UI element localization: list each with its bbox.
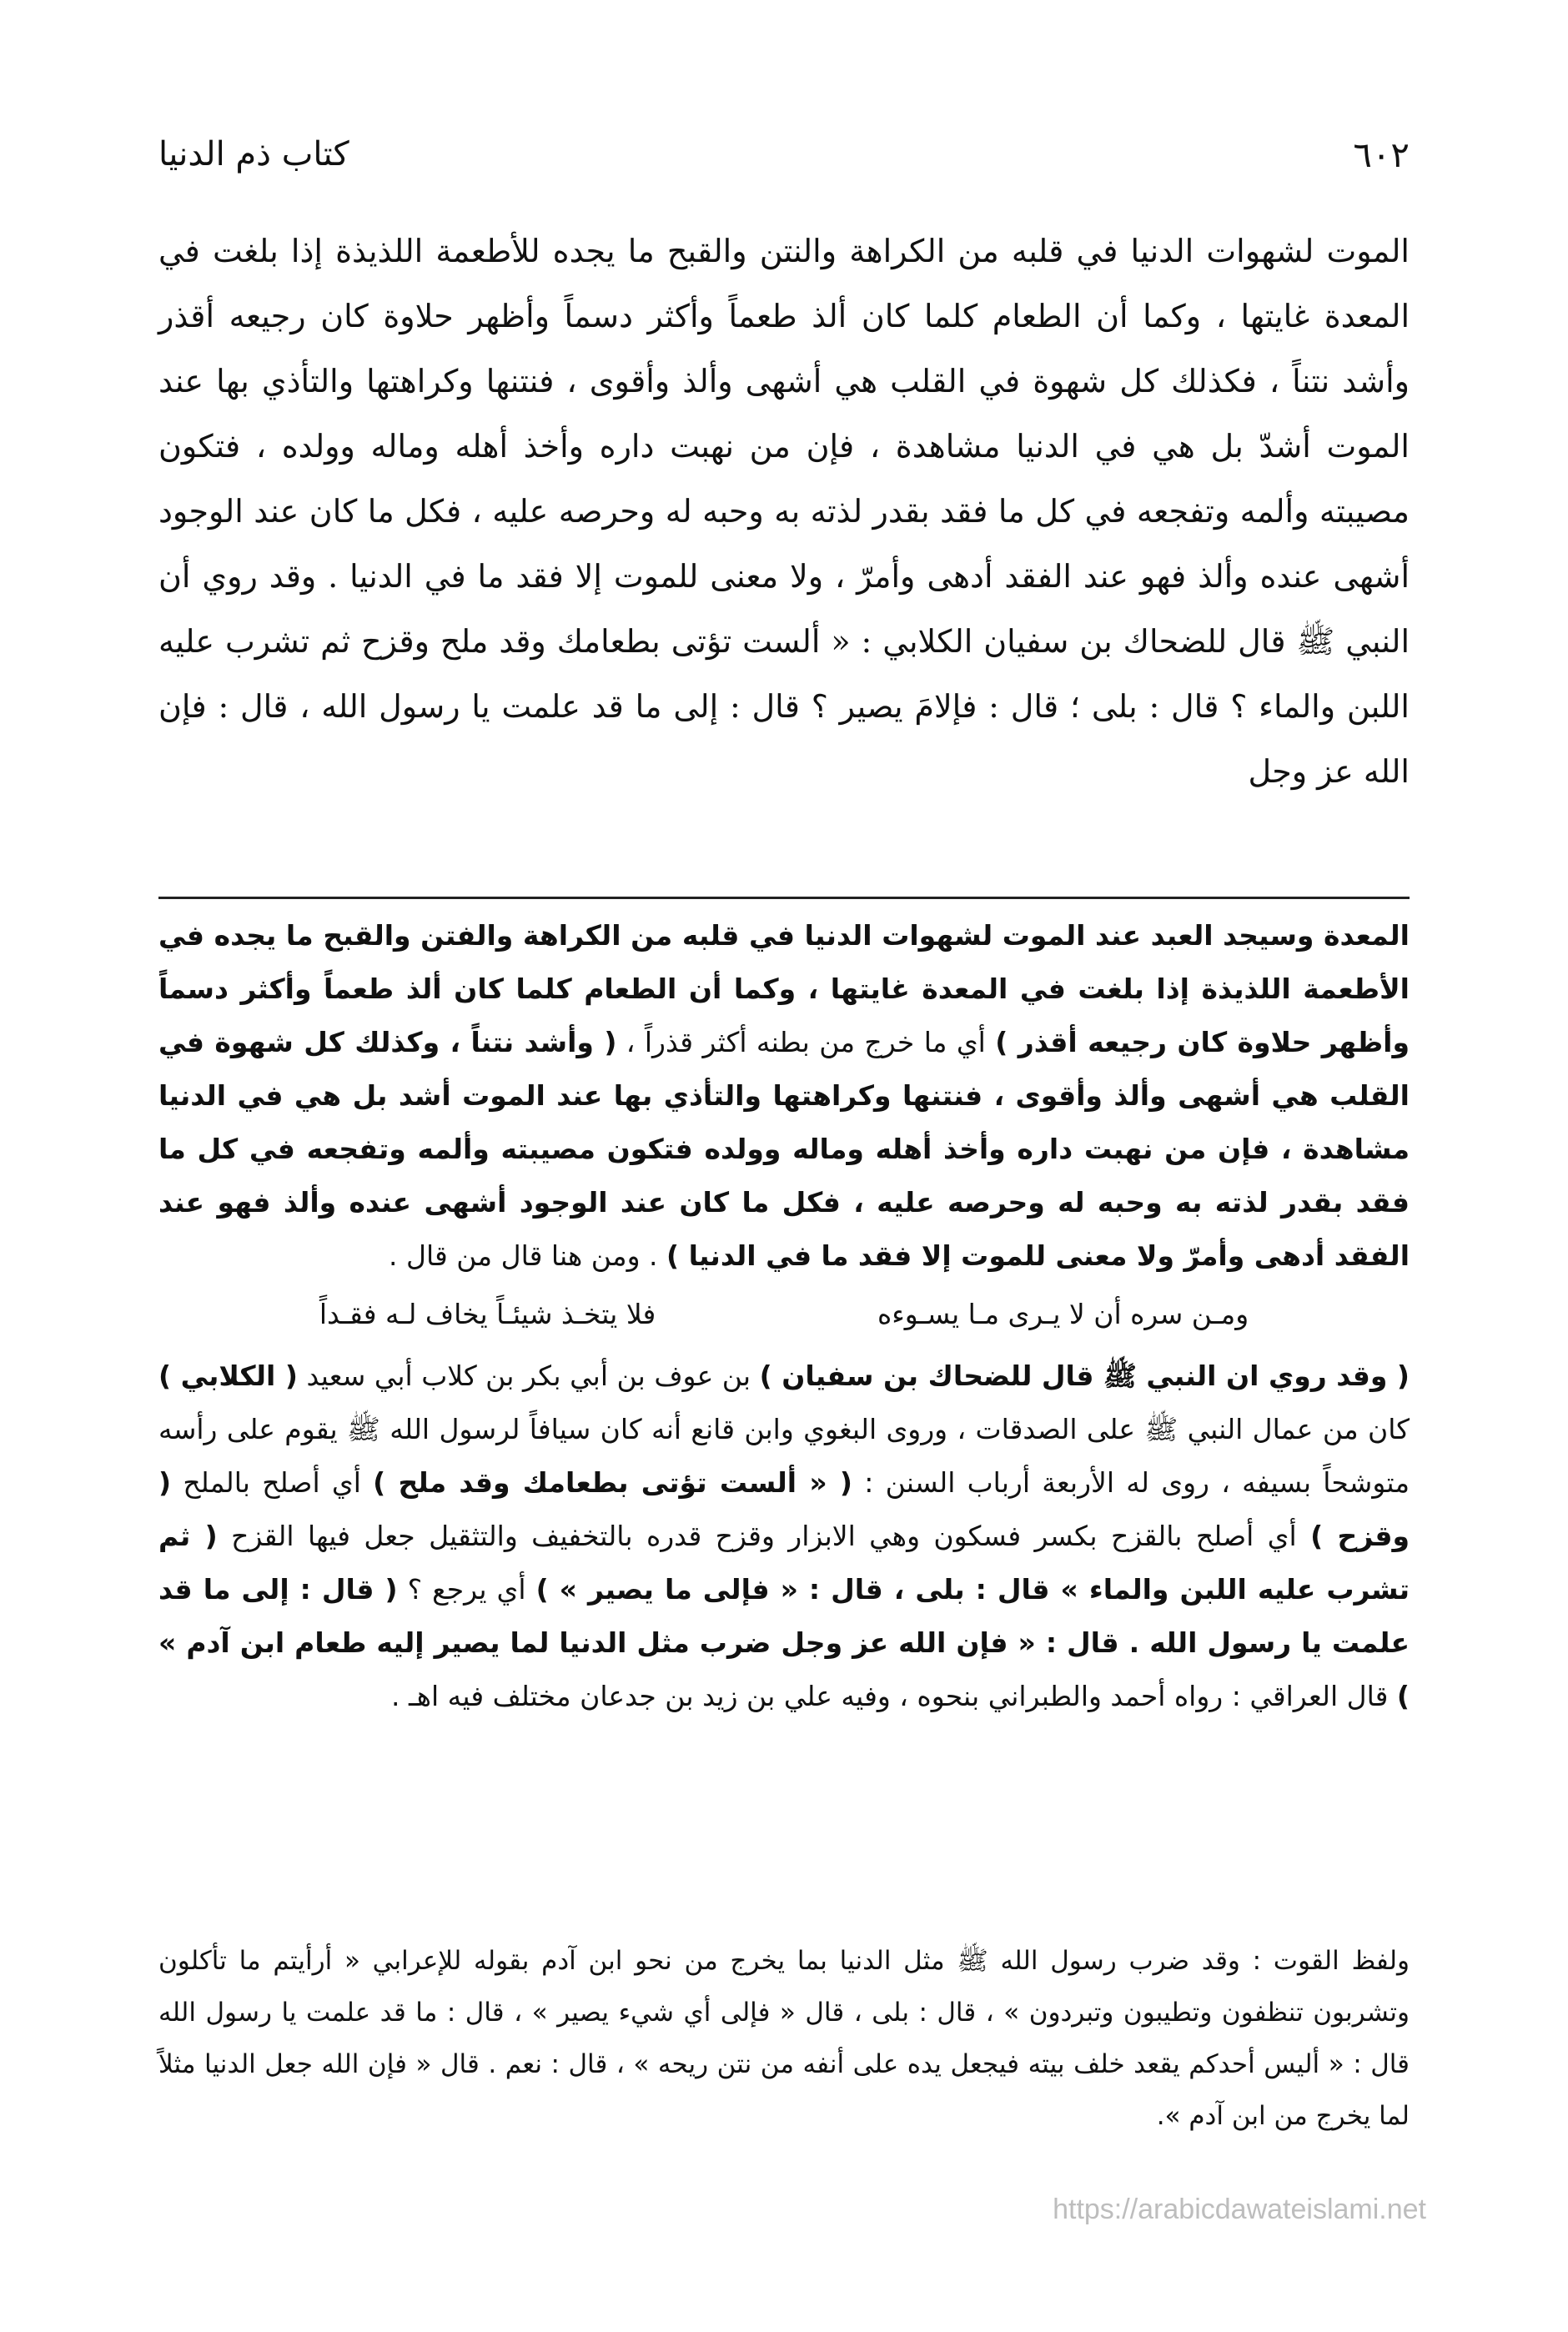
commentary-gloss: أي أصلح بالملح bbox=[171, 1466, 374, 1499]
commentary-gloss: أي ما خرج من بطنه أكثر قذراً ، bbox=[616, 1026, 996, 1058]
commentary-gloss: قال العراقي : رواه أحمد والطبراني بنحوه ، وفيه علي بن زيد بن جدعان مختلف فيه اهـ . bbox=[390, 1680, 1397, 1712]
commentary bbox=[158, 909, 1410, 1723]
verse-first-hemistich: ومـن سره أن لا يـرى مـا يسـوءه bbox=[877, 1298, 1249, 1330]
commentary-gloss: كان من عمال النبي ﷺ على الصدقات ، وروى البغوي وابن قانع أنه كان سيافاً لرسول الله ﷺ يقوم على رأسه متوشحاً بسيفه ، روى له الأربعة أرباب السنن : bbox=[158, 1413, 1410, 1499]
page-number: ٦٠٢ bbox=[1353, 133, 1410, 175]
commentary-quote: ( وقزح ) bbox=[158, 1466, 1410, 1552]
commentary-quote: ( الكلابي ) bbox=[158, 1359, 298, 1392]
commentary-quote: ( « ألست تؤتى بطعامك وقد ملح ) bbox=[373, 1466, 852, 1499]
footnote bbox=[158, 1935, 1410, 2142]
book-title: كتاب ذم الدنيا bbox=[158, 135, 349, 173]
watermark-url: https://arabicdawateislami.net bbox=[1053, 2194, 1426, 2225]
commentary-quote: ( قال : إلى ما قد علمت يا رسول الله . قال : « فإن الله عز وجل ضرب مثل الدنيا لما يصير إليه طعام ابن آدم » ) bbox=[158, 1573, 1410, 1712]
main-text-paragraph: الموت لشهوات الدنيا في قلبه من الكراهة والنتن والقبح ما يجده للأطعمة اللذيذة إذا بلغت في المعدة غايتها ، وكما أن الطعام كلما كان ألذ طعماً وأكثر دسماً وأظهر حلاوة كان رجيعه أقذر وأشد نتناً ، فكذلك كل شهوة في القلب هي أشهى وألذ وأقوى ، فنتنها وكراهتها والتأذي بها عند الموت أشدّ بل هي في الدنيا مشاهدة ، فإن من نهبت داره وأخذ أهله وماله وولده ، فتكون مصيبته وألمه وتفجعه في كل ما فقد بقدر لذته به وحبه له وحرصه عليه ، فكل ما كان عند الوجود أشهى عنده وألذ فهو عند الفقد أدهى وأمرّ ، ولا معنى للموت إلا فقد ما في الدنيا . وقد روي أن النبي ﷺ قال للضحاك بن سفيان الكلابي : « ألست تؤتى بطعامك وقد ملح وقزح ثم تشرب عليه اللبن والماء ؟ قال : بلى ؛ قال : فإلامَ يصير ؟ قال : إلى ما قد علمت يا رسول الله ، قال : فإن الله عز وجل bbox=[158, 233, 1410, 790]
footnote-paragraph: ولفظ القوت : وقد ضرب رسول الله ﷺ مثل الدنيا بما يخرج من نحو ابن آدم بقوله للإعرابي « أرأيتم ما تأكلون وتشربون تنظفون وتطيبون وتبردون » ، قال : بلى ، قال « فإلى أي شيء يصير » ، قال : ما قد علمت يا رسول الله قال : « أليس أحدكم يقعد خلف بيته فيجعل يده على أنفه من نتن ريحه » ، قال : نعم . قال « فإن الله جعل الدنيا مثلاً لما يخرج من ابن آدم ». bbox=[158, 1946, 1410, 2131]
commentary-gloss: . ومن هنا قال من قال . bbox=[389, 1239, 666, 1272]
commentary-gloss: أي أصلح بالقزح بكسر فسكون وهي الابزار وقزح قدره بالتخفيف والتثقيل جعل فيها القزح bbox=[217, 1520, 1311, 1552]
poem-verse bbox=[158, 1288, 1410, 1341]
commentary-gloss: أي يرجع ؟ bbox=[397, 1573, 536, 1606]
main-text bbox=[158, 219, 1410, 804]
section-divider bbox=[158, 897, 1410, 899]
commentary-paragraph-1 bbox=[158, 909, 1410, 1283]
verse-second-hemistich: فلا يتخـذ شيئـاً يخاف لـه فقـداً bbox=[319, 1298, 656, 1330]
commentary-paragraph-2 bbox=[158, 1349, 1410, 1723]
page-header bbox=[158, 125, 1410, 183]
commentary-gloss: بن عوف بن أبي بكر بن كلاب أبي سعيد bbox=[297, 1359, 760, 1392]
commentary-quote: ( ثم تشرب عليه اللبن والماء » قال : بلى ، قال : « فإلى ما يصير » ) bbox=[158, 1520, 1410, 1606]
commentary-quote: ( وقد روي ان النبي ﷺ قال للضحاك بن سفيان ) bbox=[759, 1359, 1410, 1392]
commentary-quote: ( وأشد نتناً ، وكذلك كل شهوة في القلب هي أشهى وألذ وأقوى ، فنتنها وكراهتها والتأذي بها عند الموت أشد بل هي في الدنيا مشاهدة ، فإن من نهبت داره وأخذ أهله وماله وولده فتكون مصيبته وألمه وتفجعه في كل ما فقد بقدر لذته به وحبه له وحرصه عليه ، فكل ما كان عند الوجود أشهى عنده وألذ فهو عند الفقد أدهى وأمرّ ولا معنى للموت إلا فقد ما في الدنيا ) bbox=[158, 1026, 1410, 1272]
commentary-quote: المعدة وسيجد العبد عند الموت لشهوات الدنيا في قلبه من الكراهة والفتن والقبح ما يجده في الأطعمة اللذيذة إذا بلغت في المعدة غايتها ، وكما أن الطعام كلما كان ألذ طعماً وأكثر دسماً وأظهر حلاوة كان رجيعه أقذر ) bbox=[158, 919, 1410, 1058]
